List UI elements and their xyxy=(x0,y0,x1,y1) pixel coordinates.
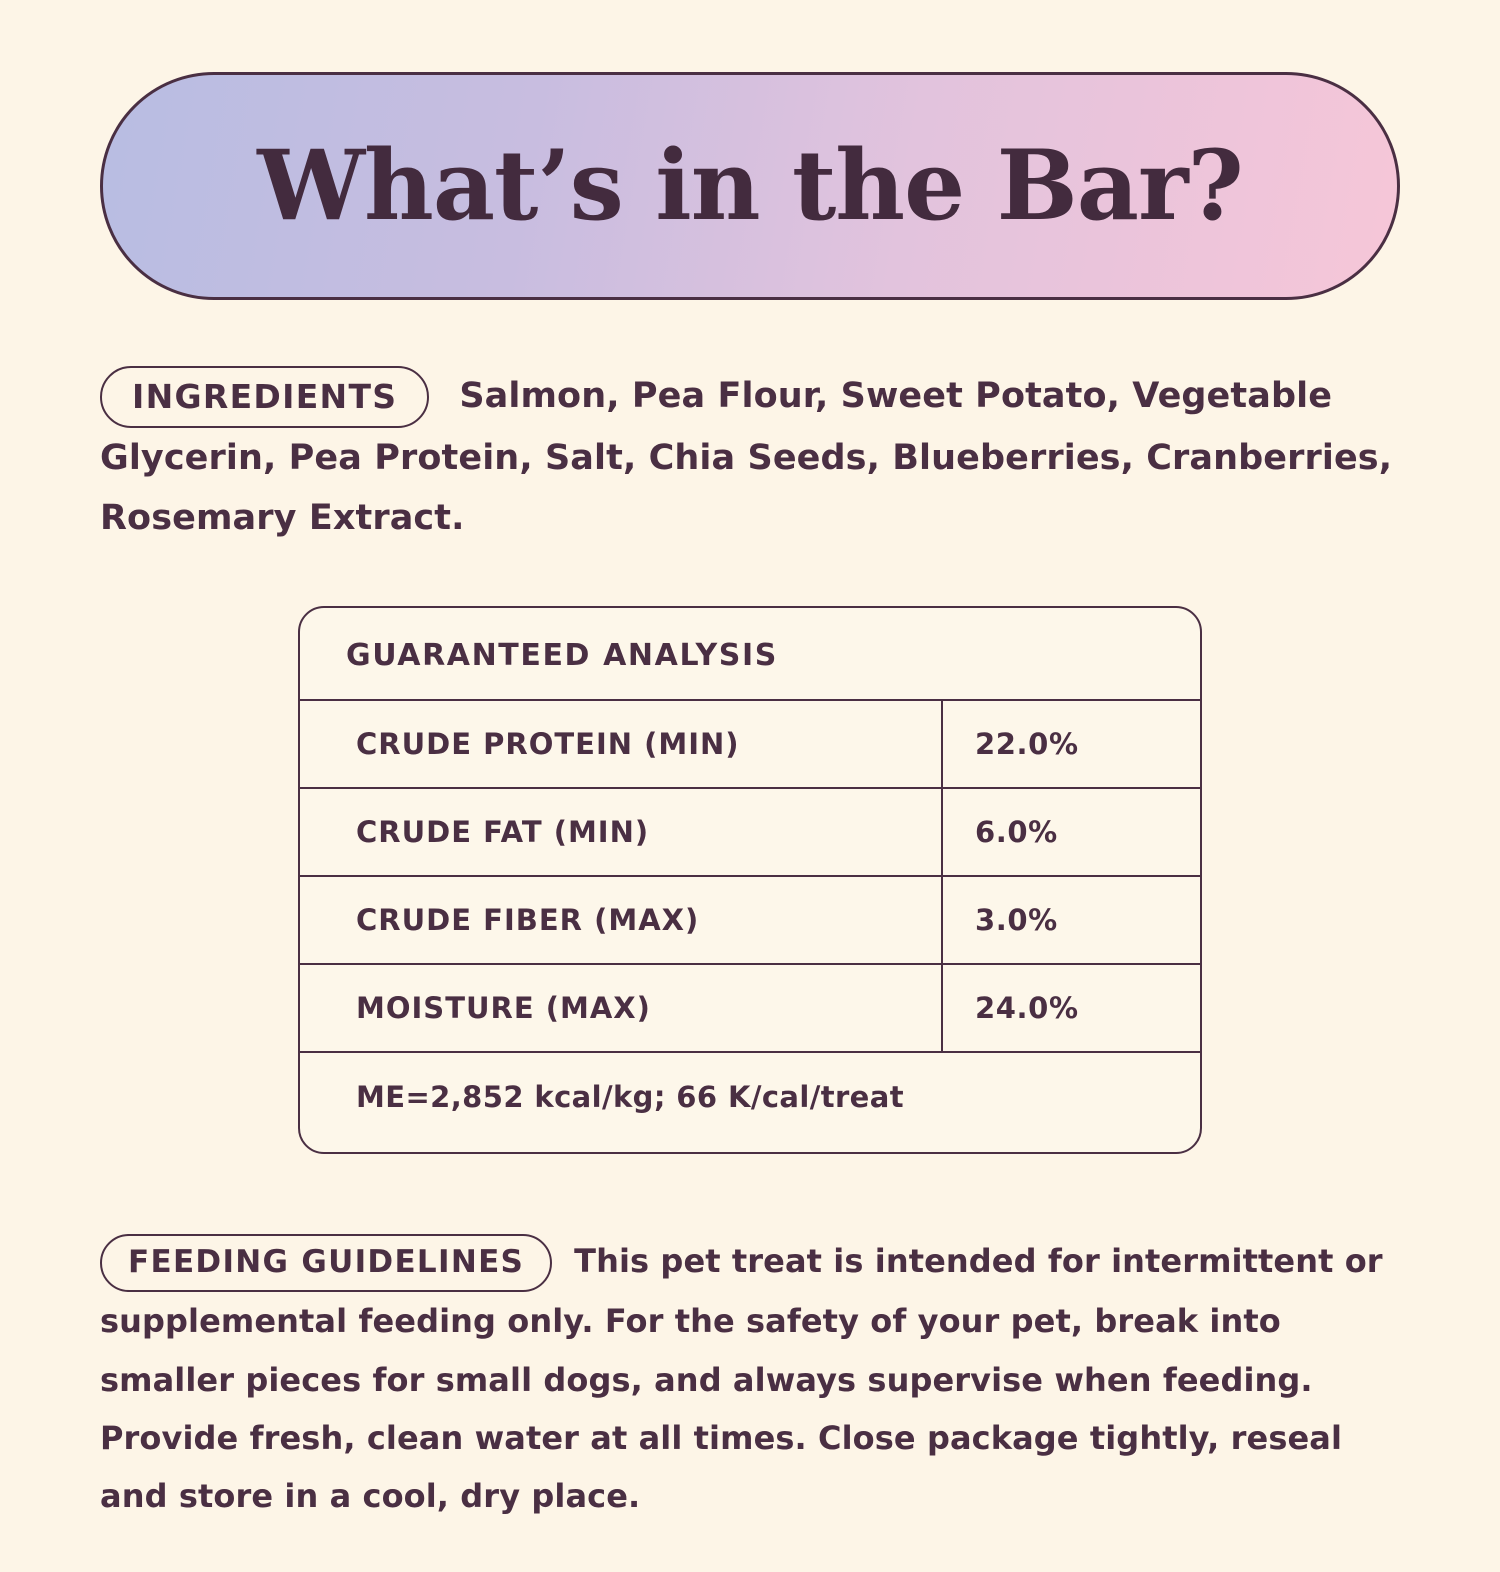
nutrient-value: 6.0% xyxy=(942,788,1200,876)
ingredients-section xyxy=(100,366,1400,548)
nutrient-value: 3.0% xyxy=(942,876,1200,964)
feeding-guidelines-section xyxy=(100,1232,1400,1525)
guaranteed-analysis-card xyxy=(298,606,1202,1154)
table-row xyxy=(300,964,1200,1051)
nutrient-name: MOISTURE (MAX) xyxy=(300,964,942,1051)
table-row xyxy=(300,700,1200,788)
calorie-content-note: ME=2,852 kcal/kg; 66 K/cal/treat xyxy=(300,1051,1200,1152)
product-info-page xyxy=(0,72,1500,1572)
feeding-guidelines-label: FEEDING GUIDELINES xyxy=(100,1234,552,1292)
ingredients-label: INGREDIENTS xyxy=(100,366,429,428)
feeding-guidelines-text: This pet treat is intended for intermittent or supplemental feeding only. For the safety of your pet, break into smaller pieces for small dogs, and always supervise when feeding. Provide fresh, clean water at all times. Close package tightly, reseal and store in a cool, dry place. xyxy=(100,1242,1383,1516)
nutrient-name: CRUDE FAT (MIN) xyxy=(300,788,942,876)
table-row xyxy=(300,876,1200,964)
nutrient-name: CRUDE PROTEIN (MIN) xyxy=(300,700,942,788)
guaranteed-analysis-heading: GUARANTEED ANALYSIS xyxy=(346,638,778,674)
nutrient-value: 24.0% xyxy=(942,964,1200,1051)
nutrient-value: 22.0% xyxy=(942,700,1200,788)
title-banner xyxy=(100,72,1400,300)
ingredients-text: Salmon, Pea Flour, Sweet Potato, Vegetable Glycerin, Pea Protein, Salt, Chia Seeds, Blueberries, Cranberries, Rosemary Extract. xyxy=(100,376,1393,539)
page-title: What’s in the Bar? xyxy=(257,129,1243,242)
nutrient-name: CRUDE FIBER (MAX) xyxy=(300,876,942,964)
guaranteed-analysis-table xyxy=(300,699,1200,1051)
table-row xyxy=(300,788,1200,876)
